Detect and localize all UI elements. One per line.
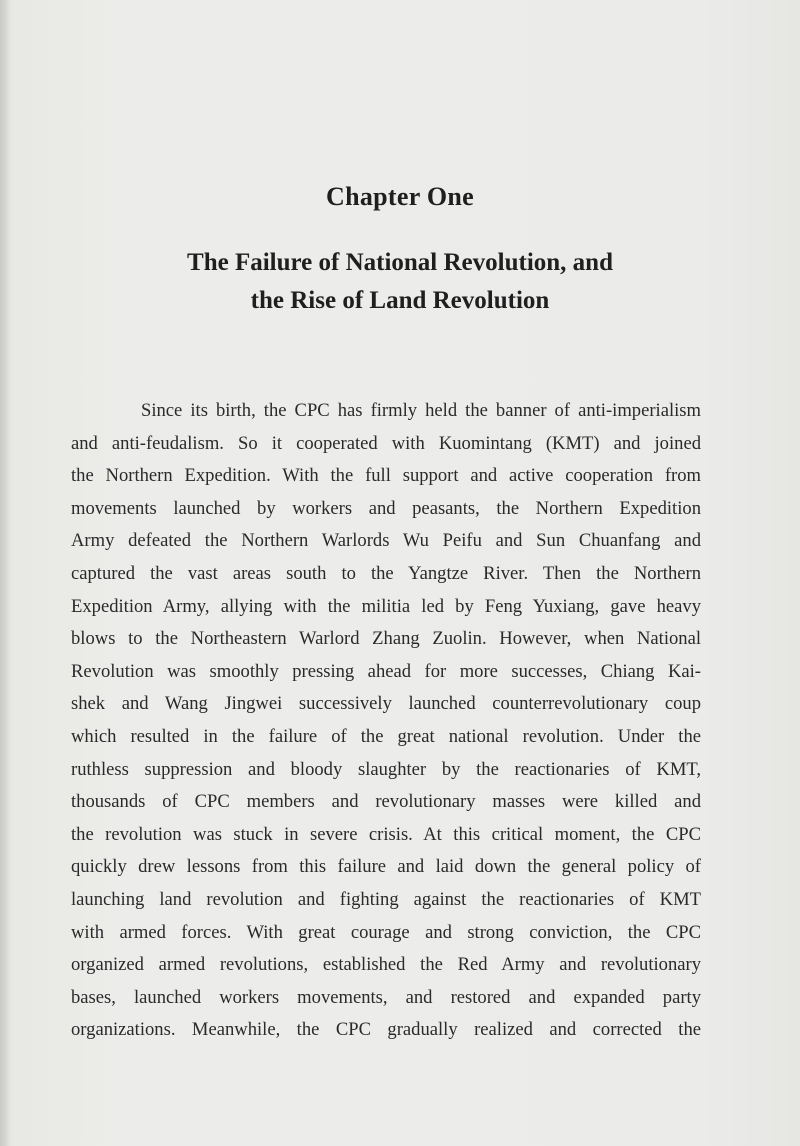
body-line: the Northern Expedition. With the full support and active cooperation from <box>71 465 701 487</box>
body-line: thousands of CPC members and revolutionary masses were killed and <box>71 791 701 813</box>
body-line: organized armed revolutions, established the Red Army and revolutionary <box>71 954 701 976</box>
body-line: Since its birth, the CPC has firmly held the banner of anti-imperialism <box>141 400 701 421</box>
body-line: with armed forces. With great courage and strong conviction, the CPC <box>71 921 701 943</box>
body-line: the revolution was stuck in severe crisis. At this critical moment, the CPC <box>71 823 701 845</box>
chapter-title-line-2: the Rise of Land Revolution <box>250 287 550 314</box>
body-line: Expedition Army, allying with the militia led by Feng Yuxiang, gave heavy <box>71 595 701 617</box>
body-line: organizations. Meanwhile, the CPC gradually realized and corrected the <box>71 1019 701 1041</box>
body-line: Army defeated the Northern Warlords Wu Peifu and Sun Chuanfang and <box>71 530 701 552</box>
chapter-heading: Chapter One <box>326 182 474 211</box>
body-line: blows to the Northeastern Warlord Zhang Zuolin. However, when National <box>71 628 701 650</box>
body-line: Revolution was smoothly pressing ahead for more successes, Chiang Kai- <box>71 660 701 682</box>
chapter-title-line-1: The Failure of National Revolution, and <box>187 249 613 276</box>
body-line: launching land revolution and fighting against the reactionaries of KMT <box>71 888 701 910</box>
body-line: which resulted in the failure of the great national revolution. Under the <box>71 725 701 747</box>
body-line: captured the vast areas south to the Yangtze River. Then the Northern <box>71 562 701 584</box>
body-line: bases, launched workers movements, and restored and expanded party <box>71 986 701 1008</box>
body-line: ruthless suppression and bloody slaughter by the reactionaries of KMT, <box>71 758 701 780</box>
body-line: shek and Wang Jingwei successively launched counterrevolutionary coup <box>71 693 701 715</box>
body-line: quickly drew lessons from this failure and laid down the general policy of <box>71 856 701 878</box>
body-paragraph <box>71 395 701 1047</box>
page-spine-shadow <box>0 0 10 1146</box>
chapter-title <box>0 244 800 320</box>
body-line: and anti-feudalism. So it cooperated with Kuomintang (KMT) and joined <box>71 432 701 454</box>
body-line: movements launched by workers and peasants, the Northern Expedition <box>71 497 701 519</box>
